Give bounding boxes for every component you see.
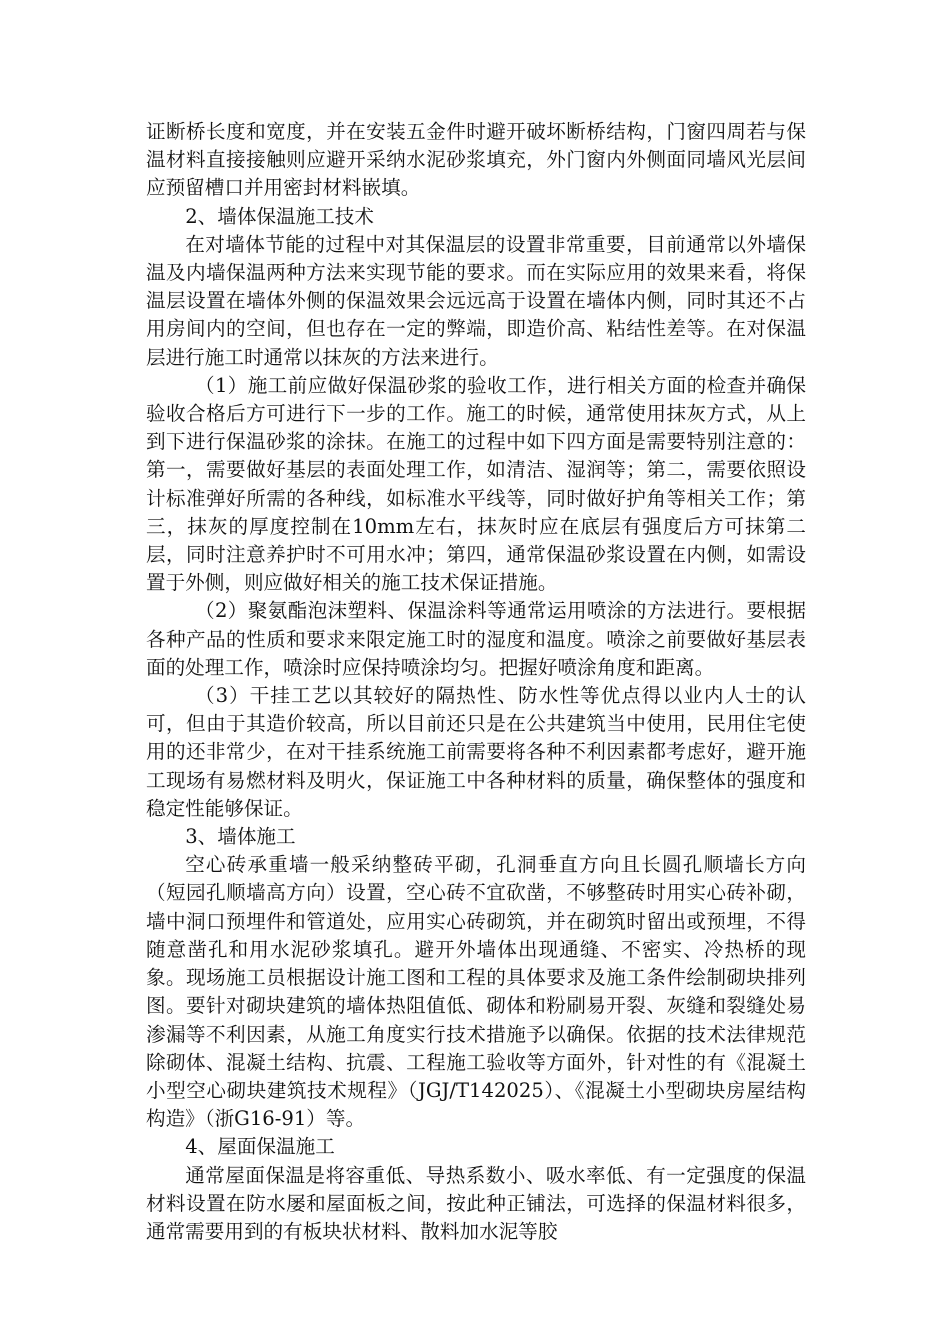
paragraph-roof-insulation: 通常屋面保温是将容重低、导热系数小、吸水率低、有一定强度的保温材料设置在防水屡和屋面板之间，按此种正铺法，可选择的保温材料很多，通常需要用到的有板块状材料、散料加水泥等胶 [146, 1163, 806, 1243]
paragraph-wall-insulation-intro: 在对墙体节能的过程中对其保温层的设置非常重要，目前通常以外墙保温及内墙保温两种方法来实现节能的要求。而在实际应用的效果来看，将保温层设置在墙体外侧的保温效果会远远高于设置在墙体内侧，同时其还不占用房间内的空间，但也存在一定的弊端，即造价高、粘结性差等。在对保温层进行施工时通常以抹灰的方法来进行。 [146, 232, 806, 369]
paragraph-hollow-brick-wall: 空心砖承重墙一般采纳整砖平砌，孔洞垂直方向且长圆孔顺墙长方向（短园孔顺墙高方向）设置，空心砖不宜砍凿，不够整砖时用实心砖补砌，墙中洞口预埋件和管道处，应用实心砖砌筑，并在砌筑时留出或预埋，不得随意凿孔和用水泥砂浆填孔。避开外墙体出现通缝、不密实、冷热桥的现象。现场施工员根据设计施工图和工程的具体要求及施工条件绘制砌块排列图。要针对砌块建筑的墙体热阻值低、砌体和粉刷易开裂、灰缝和裂缝处易渗漏等不利因素，从施工角度实行技术措施予以确保。依据的技术法律规范除砌体、混凝土结构、抗震、工程施工验收等方面外，针对性的有《混凝土小型空心砌块建筑技术规程》（JGJ/T142025）、《混凝土小型砌块房屋结构构造》（浙G16-91）等。 [146, 853, 806, 1131]
document-page [146, 118, 806, 1246]
heading-roof-insulation: 4、屋面保温施工 [185, 1135, 335, 1159]
paragraph-item-1-mortar: （1）施工前应做好保温砂浆的验收工作，进行相关方面的检查并确保验收合格后方可进行下一步的工作。施工的时候，通常使用抹灰方式，从上到下进行保温砂浆的涂抹。在施工的过程中如下四方面是需要特别注意的：第一，需要做好基层的表面处理工作，如清洁、湿润等；第二，需要依照设计标准弹好所需的各种线，如标准水平线等，同时做好护角等相关工作；第三，抹灰的厚度控制在10mm左右，抹灰时应在底层有强度后方可抹第二层，同时注意养护时不可用水冲；第四，通常保温砂浆设置在内侧，如需设置于外侧，则应做好相关的施工技术保证措施。 [146, 373, 806, 595]
paragraph-item-3-dry-hanging: （3）干挂工艺以其较好的隔热性、防水性等优点得以业内人士的认可，但由于其造价较高，所以目前还只是在公共建筑当中使用，民用住宅使用的还非常少，在对干挂系统施工前需要将各种不利因素都考虑好，避开施工现场有易燃材料及明火，保证施工中各种材料的质量，确保整体的强度和稳定性能够保证。 [146, 684, 806, 820]
heading-wall-construction: 3、墙体施工 [185, 825, 296, 849]
paragraph-window-insulation: 证断桥长度和宽度，并在安装五金件时避开破坏断桥结构，门窗四周若与保温材料直接接触则应避开采纳水泥砂浆填充，外门窗内外侧面同墙风光层间应预留槽口并用密封材料嵌填。 [146, 120, 806, 200]
paragraph-item-2-spraying: （2）聚氨酯泡沫塑料、保温涂料等通常运用喷涂的方法进行。要根据各种产品的性质和要求来限定施工时的湿度和温度。喷涂之前要做好基层表面的处理工作，喷涂时应保持喷涂均匀。把握好喷涂角度和距离。 [146, 599, 806, 679]
heading-wall-insulation-technique: 2、墙体保温施工技术 [185, 204, 374, 228]
